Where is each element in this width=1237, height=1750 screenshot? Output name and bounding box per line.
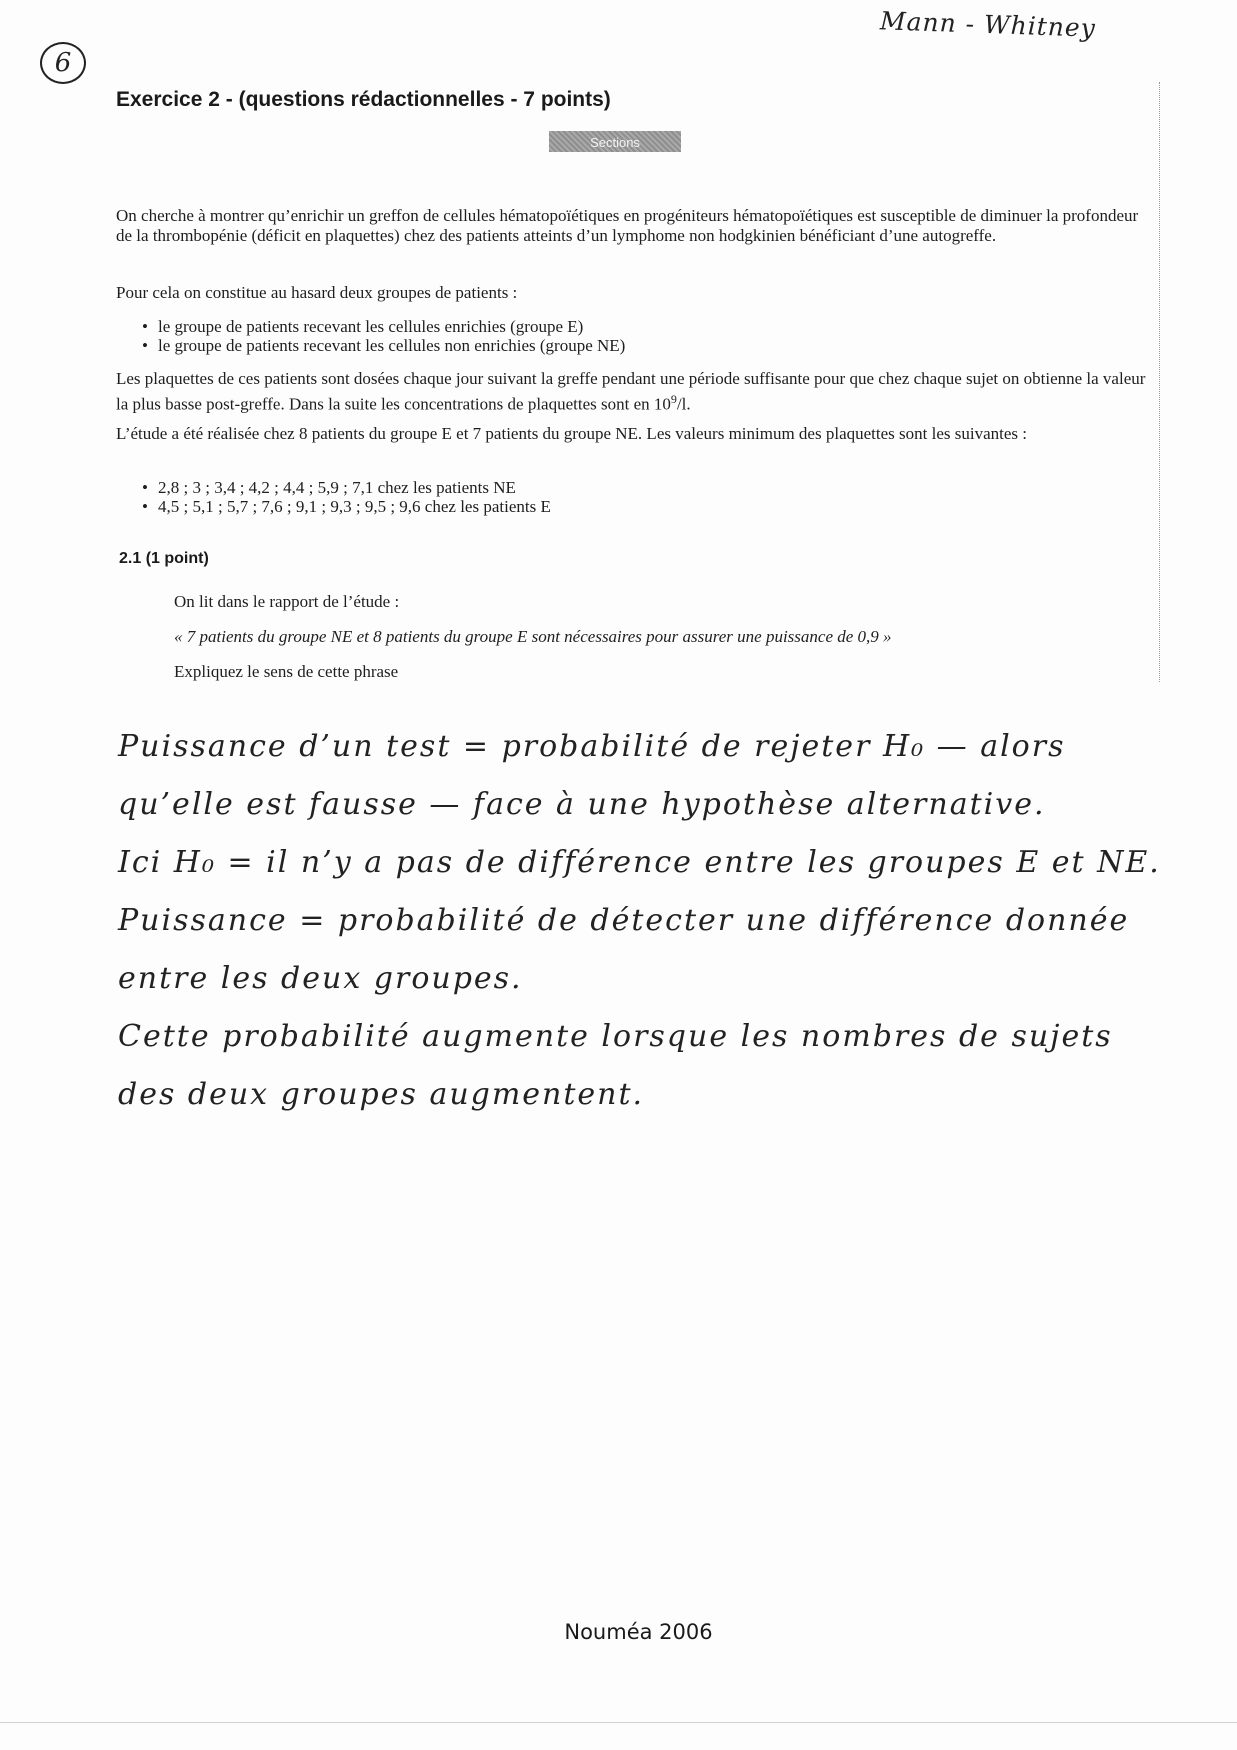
intro-text: On cherche à montrer qu’enrichir un greffon de cellules hématopoïétiques en progéniteurs hématopoïétiques est susceptible de diminuer la profondeur de la thrombopénie (déficit en plaquettes) chez des patients atteints d’un lymphome non hodgkinien bénéficiant d’une autogreffe. — [116, 206, 1139, 245]
study-paragraph — [116, 424, 1156, 444]
sections-button[interactable]: Sections — [549, 131, 681, 152]
groups-intro — [116, 283, 1156, 303]
question-instruction: Expliquez le sens de cette phrase — [174, 662, 399, 681]
handwritten-answer — [118, 718, 1208, 1124]
bottom-rule — [0, 1722, 1237, 1723]
handwritten-note: Mann - Whitney — [879, 6, 1097, 43]
answer-line: qu’elle est fausse — face à une hypothèse alternative. — [118, 787, 1046, 822]
list-item: • 2,8 ; 3 ; 3,4 ; 4,2 ; 4,4 ; 5,9 ; 7,1 chez les patients NE — [142, 478, 551, 497]
measurement-paragraph — [116, 369, 1156, 415]
measurement-exponent: 9 — [670, 392, 677, 406]
list-item: • le groupe de patients recevant les cellules non enrichies (groupe NE) — [142, 336, 625, 355]
measurement-text: Les plaquettes de ces patients sont dosées chaque jour suivant la greffe pendant une période suffisante pour que chez chaque sujet on obtienne la valeur la plus basse post-greffe. Dans la suite les concentrations de plaquettes sont en 10 — [116, 369, 1146, 414]
question-quote: « 7 patients du groupe NE et 8 patients du groupe E sont nécessaires pour assurer une puissance de 0,9 » — [174, 627, 892, 646]
answer-line: entre les deux groupes. — [118, 961, 523, 996]
intro-paragraph — [116, 206, 1156, 246]
groups-intro-text: Pour cela on constitue au hasard deux groupes de patients : — [116, 283, 518, 302]
margin-rule — [1159, 82, 1160, 682]
answer-line: des deux groupes augmentent. — [118, 1077, 645, 1112]
exercise-title: Exercice 2 - (questions rédactionnelles - 7 points) — [116, 88, 611, 111]
list-item: • le groupe de patients recevant les cellules enrichies (groupe E) — [142, 317, 625, 336]
groups-list — [142, 317, 625, 355]
measurement-unit: /l. — [676, 394, 691, 414]
answer-line: Puissance d’un test = probabilité de rejeter H₀ — alors — [118, 729, 1066, 764]
page-number-marker: 6 — [40, 42, 86, 84]
page-footer: Nouméa 2006 — [564, 1620, 713, 1644]
answer-line: Puissance = probabilité de détecter une différence donnée — [118, 903, 1130, 938]
answer-line: Ici H₀ = il n’y a pas de différence entre les groupes E et NE. — [118, 845, 1161, 880]
values-list — [142, 478, 551, 516]
answer-line: Cette probabilité augmente lorsque les nombres de sujets — [118, 1019, 1113, 1054]
list-item: • 4,5 ; 5,1 ; 5,7 ; 7,6 ; 9,1 ; 9,3 ; 9,5 ; 9,6 chez les patients E — [142, 497, 551, 516]
question-heading: 2.1 (1 point) — [119, 550, 209, 567]
question-line: On lit dans le rapport de l’étude : — [174, 592, 400, 611]
study-text: L’étude a été réalisée chez 8 patients du groupe E et 7 patients du groupe NE. Les valeurs minimum des plaquettes sont les suivantes : — [116, 424, 1027, 443]
